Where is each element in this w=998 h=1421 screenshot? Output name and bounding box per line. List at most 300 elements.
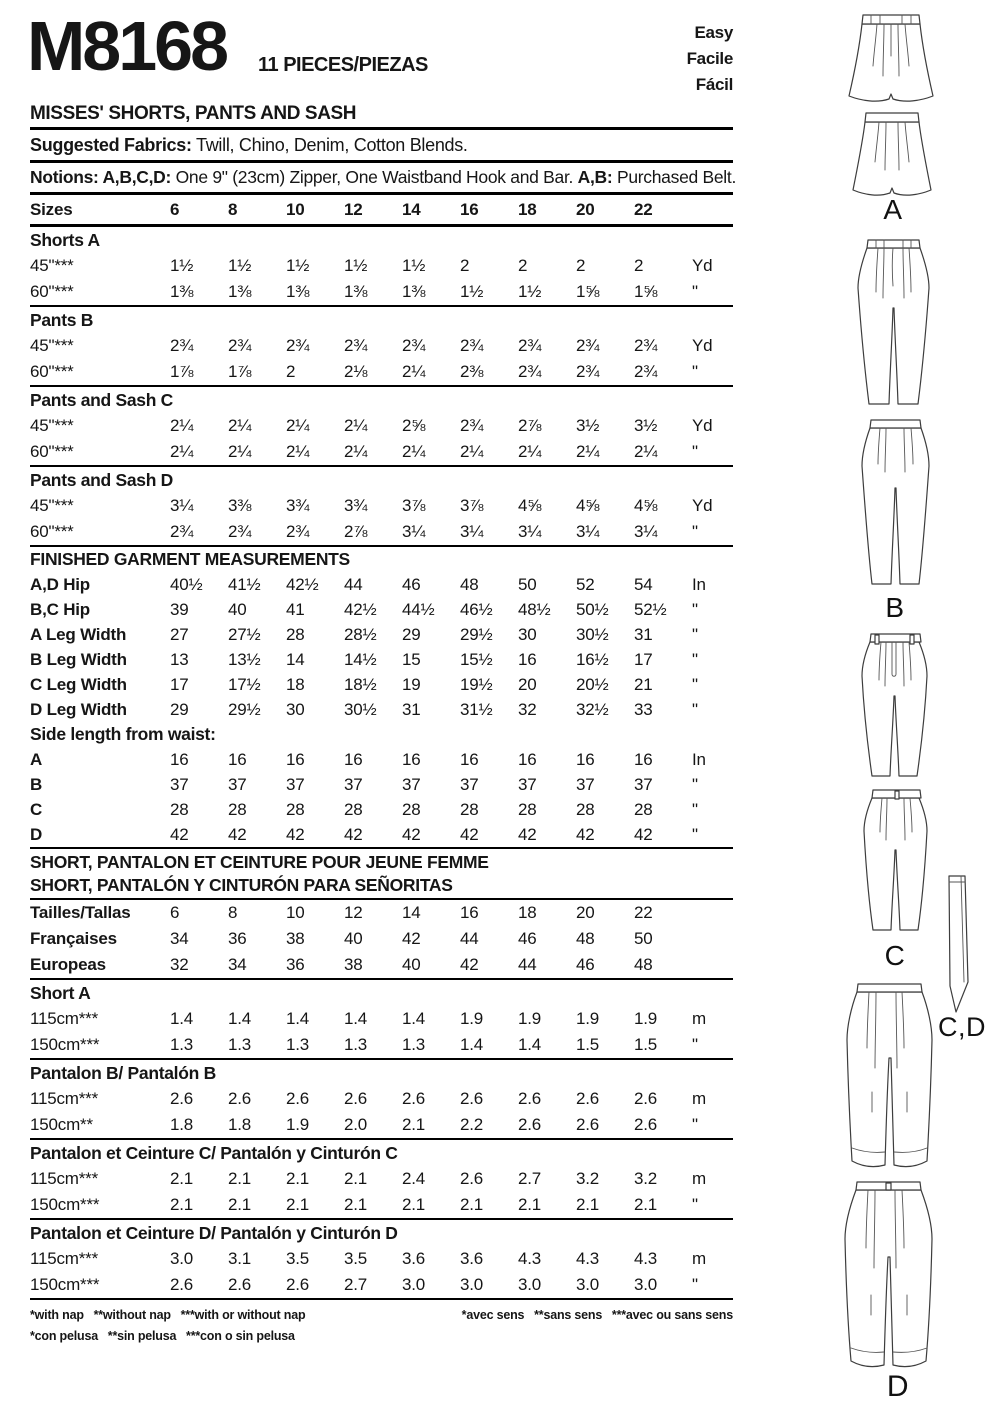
value-cell: 1⅜ — [170, 282, 194, 301]
table-section — [30, 467, 733, 547]
value-cell: 37 — [402, 774, 421, 794]
shorts-a-back-illustration — [850, 110, 934, 198]
value-cell: 2¾ — [576, 336, 600, 355]
row-label: 150cm*** — [30, 1195, 100, 1214]
value-cell: 1.8 — [170, 1115, 194, 1134]
value-cell: 37 — [286, 774, 305, 794]
table-section — [30, 227, 733, 307]
value-cell: 2 — [576, 256, 586, 275]
unit-cell: m — [692, 1009, 706, 1028]
value-cell: 42 — [634, 824, 653, 844]
section-title: Shorts A — [30, 229, 100, 250]
value-cell: 42 — [228, 824, 247, 844]
value-cell: 29 — [402, 624, 421, 644]
table-row — [30, 672, 733, 697]
unit-cell: " — [692, 282, 698, 301]
value-cell: 2.0 — [344, 1115, 368, 1134]
value-cell: 1⅞ — [170, 362, 194, 381]
row-label: 115cm*** — [30, 1169, 99, 1188]
shorts-a-front-illustration — [846, 12, 936, 104]
value-cell: 16 — [460, 749, 479, 769]
value-cell: 1.8 — [228, 1115, 252, 1134]
value-cell: 40 — [402, 955, 421, 974]
unit-cell: In — [692, 574, 706, 594]
value-cell: 1.9 — [634, 1009, 658, 1028]
unit-cell: Yd — [692, 496, 713, 515]
table-row — [30, 1272, 733, 1298]
table-section — [30, 307, 733, 387]
value-cell: 2¾ — [576, 362, 600, 381]
table-row — [30, 519, 733, 545]
value-cell: 16 — [228, 749, 247, 769]
value-cell: 6 — [170, 903, 180, 922]
table-row — [30, 747, 733, 772]
value-cell: 2.1 — [344, 1195, 368, 1214]
table-row — [30, 952, 733, 978]
table-row — [30, 1166, 733, 1192]
value-cell: 4⅝ — [518, 496, 542, 515]
row-label: A Leg Width — [30, 624, 127, 644]
value-cell: 2.1 — [518, 1195, 542, 1214]
value-cell: 3.5 — [344, 1249, 368, 1268]
table-row — [30, 413, 733, 439]
value-cell: 3.2 — [634, 1169, 658, 1188]
value-cell: 42 — [344, 824, 363, 844]
difficulty-en: Easy — [694, 23, 733, 42]
value-cell: 1.3 — [170, 1035, 194, 1054]
value-cell: 1.3 — [344, 1035, 368, 1054]
pants-c-back-illustration — [860, 788, 930, 936]
yardage-sections — [30, 227, 733, 547]
value-cell: 41½ — [228, 574, 261, 594]
pattern-number: M8168 — [27, 7, 227, 85]
row-label: B,C Hip — [30, 599, 90, 619]
value-cell: 48 — [634, 955, 653, 974]
value-cell: 2¾ — [228, 336, 252, 355]
value-cell: 28 — [576, 799, 595, 819]
view-c-label: C — [884, 940, 906, 971]
value-cell: 1½ — [402, 256, 426, 275]
value-cell: 2¼ — [460, 442, 484, 461]
value-cell: 16 — [402, 749, 421, 769]
table-row — [30, 772, 733, 797]
value-cell: 2¾ — [460, 336, 484, 355]
value-cell: 2¾ — [402, 336, 426, 355]
value-cell: 32½ — [576, 699, 609, 719]
value-cell: 3.1 — [228, 1249, 252, 1268]
value-cell: 13 — [170, 649, 189, 669]
value-cell: 10 — [286, 903, 305, 922]
unit-cell: Yd — [692, 416, 713, 435]
value-cell: 2.6 — [402, 1089, 426, 1108]
value-cell: 1⅝ — [634, 282, 658, 301]
value-cell: 2¾ — [518, 362, 542, 381]
yardage-chart — [30, 100, 737, 1346]
value-cell: 14 — [402, 903, 421, 922]
value-cell: 18 — [518, 903, 537, 922]
footnote-fr: *avec sens **sans sens ***avec ou sans sens — [461, 1307, 733, 1322]
value-cell: 38 — [286, 929, 305, 948]
unit-cell: m — [692, 1249, 706, 1268]
title-spanish: SHORT, PANTALÓN Y CINTURÓN PARA SEÑORITAS — [30, 875, 453, 895]
value-cell: 34 — [228, 955, 247, 974]
value-cell: 16 — [576, 749, 595, 769]
intl-titles — [30, 849, 733, 900]
value-cell: 2 — [286, 362, 296, 381]
value-cell: 27 — [170, 624, 189, 644]
value-cell: 3.2 — [576, 1169, 600, 1188]
value-cell: 2¾ — [228, 522, 252, 541]
table-row — [30, 359, 733, 385]
value-cell: 48½ — [518, 599, 551, 619]
value-cell: 42½ — [344, 599, 377, 619]
value-cell: 2¾ — [344, 336, 368, 355]
table-row — [30, 926, 733, 952]
value-cell: 42 — [460, 824, 479, 844]
value-cell: 2.6 — [228, 1275, 252, 1294]
unit-cell: Yd — [692, 336, 713, 355]
footnote-row-1 — [30, 1304, 733, 1325]
table-row — [30, 1112, 733, 1138]
value-cell: 31 — [402, 699, 421, 719]
value-cell: 12 — [344, 199, 363, 219]
value-cell: 1.4 — [518, 1035, 542, 1054]
table-row — [30, 279, 733, 305]
value-cell: 28 — [228, 799, 247, 819]
value-cell: 1⅜ — [228, 282, 252, 301]
value-cell: 15 — [402, 649, 421, 669]
value-cell: 1.9 — [518, 1009, 542, 1028]
table-section — [30, 1220, 733, 1300]
unit-cell: " — [692, 362, 698, 381]
value-cell: 15½ — [460, 649, 493, 669]
table-row — [30, 1032, 733, 1058]
value-cell: 16 — [286, 749, 305, 769]
table-row — [30, 439, 733, 465]
value-cell: 1.9 — [286, 1115, 310, 1134]
value-cell: 2 — [634, 256, 644, 275]
value-cell: 2.6 — [518, 1089, 542, 1108]
value-cell: 2⅜ — [460, 362, 484, 381]
value-cell: 54 — [634, 574, 653, 594]
value-cell: 44 — [460, 929, 479, 948]
value-cell: 1⅜ — [344, 282, 368, 301]
value-cell: 16 — [518, 749, 537, 769]
value-cell: 1.4 — [344, 1009, 368, 1028]
row-label: B Leg Width — [30, 649, 127, 669]
row-label: 150cm*** — [30, 1275, 100, 1294]
value-cell: 38 — [344, 955, 363, 974]
value-cell: 12 — [344, 903, 363, 922]
value-cell: 3¼ — [170, 496, 194, 515]
value-cell: 2.7 — [518, 1169, 542, 1188]
section-title: Pants B — [30, 309, 94, 330]
value-cell: 1⅜ — [402, 282, 426, 301]
difficulty-es: Fácil — [695, 75, 733, 94]
value-cell: 42 — [518, 824, 537, 844]
value-cell: 2¾ — [170, 336, 194, 355]
value-cell: 3¼ — [518, 522, 542, 541]
value-cell: 22 — [634, 903, 653, 922]
value-cell: 28 — [170, 799, 189, 819]
value-cell: 2¾ — [286, 522, 310, 541]
value-cell: 28 — [344, 799, 363, 819]
value-cell: 2¼ — [286, 416, 310, 435]
value-cell: 1.4 — [228, 1009, 252, 1028]
value-cell: 1.4 — [170, 1009, 194, 1028]
unit-cell: " — [692, 1035, 698, 1054]
row-label: 115cm*** — [30, 1089, 99, 1108]
value-cell: 16 — [460, 199, 479, 219]
section-title: Pants and Sash D — [30, 469, 174, 490]
notions-text: One 9" (23cm) Zipper, One Waistband Hook and Bar. — [171, 167, 578, 187]
table-row — [30, 195, 733, 224]
notions-text-2: Purchased Belt. — [612, 167, 737, 187]
value-cell: 50½ — [576, 599, 609, 619]
notions-label-2: A,B: — [577, 167, 613, 187]
value-cell: 50 — [518, 574, 537, 594]
value-cell: 1.3 — [286, 1035, 310, 1054]
table-section — [30, 1140, 733, 1220]
value-cell: 2¼ — [286, 442, 310, 461]
row-label: Europeas — [30, 955, 106, 974]
value-cell: 41 — [286, 599, 305, 619]
footnote-es: *con pelusa **sin pelusa ***con o sin pelusa — [30, 1328, 295, 1343]
unit-cell: " — [692, 799, 698, 819]
pants-c-front-illustration — [858, 632, 930, 782]
value-cell: 2 — [518, 256, 528, 275]
row-label: Françaises — [30, 929, 117, 948]
table-row — [30, 697, 733, 722]
value-cell: 16 — [344, 749, 363, 769]
table-row — [30, 797, 733, 822]
table-row — [30, 822, 733, 847]
row-label: C Leg Width — [30, 674, 127, 694]
row-label: 60"*** — [30, 442, 74, 461]
value-cell: 37 — [228, 774, 247, 794]
value-cell: 2.1 — [402, 1195, 426, 1214]
value-cell: 1.3 — [228, 1035, 252, 1054]
value-cell: 3⅞ — [402, 496, 426, 515]
value-cell: 1⅞ — [228, 362, 252, 381]
value-cell: 27½ — [228, 624, 261, 644]
table-row — [30, 1086, 733, 1112]
table-section — [30, 980, 733, 1060]
row-label: 60"*** — [30, 522, 74, 541]
value-cell: 2¼ — [402, 362, 426, 381]
value-cell: 17 — [634, 649, 653, 669]
value-cell: 2¼ — [228, 416, 252, 435]
value-cell: 1½ — [344, 256, 368, 275]
row-label: C — [30, 799, 43, 819]
value-cell: 40 — [344, 929, 363, 948]
value-cell: 40 — [228, 599, 247, 619]
value-cell: 1½ — [228, 256, 252, 275]
value-cell: 18 — [286, 674, 305, 694]
value-cell: 37 — [170, 774, 189, 794]
value-cell: 3½ — [576, 416, 600, 435]
value-cell: 3½ — [634, 416, 658, 435]
value-cell: 3⅜ — [228, 496, 252, 515]
value-cell: 28½ — [344, 624, 377, 644]
row-label: 45"*** — [30, 416, 74, 435]
view-cd-label: C,D — [938, 1012, 986, 1042]
value-cell: 2¾ — [634, 336, 658, 355]
value-cell: 2.6 — [286, 1089, 310, 1108]
table-row — [30, 900, 733, 926]
pieces-count: 11 PIECES/PIEZAS — [258, 54, 428, 76]
table-row — [30, 333, 733, 359]
table-section — [30, 1060, 733, 1140]
value-cell: 32 — [518, 699, 537, 719]
row-label: D — [30, 824, 43, 844]
value-cell: 2¼ — [344, 416, 368, 435]
value-cell: 29½ — [460, 624, 493, 644]
unit-cell: " — [692, 774, 698, 794]
value-cell: 37 — [518, 774, 537, 794]
value-cell: 37 — [634, 774, 653, 794]
unit-cell: " — [692, 699, 698, 719]
value-cell: 2¾ — [286, 336, 310, 355]
value-cell: 1.9 — [460, 1009, 484, 1028]
unit-cell: " — [692, 624, 698, 644]
value-cell: 2.6 — [170, 1275, 194, 1294]
value-cell: 3.0 — [402, 1275, 426, 1294]
value-cell: 19½ — [460, 674, 493, 694]
value-cell: 17½ — [228, 674, 261, 694]
value-cell: 2.2 — [460, 1115, 484, 1134]
value-cell: 2.6 — [634, 1115, 658, 1134]
footnote-en: *with nap **without nap ***with or without nap — [30, 1307, 306, 1322]
row-label: 115cm*** — [30, 1249, 99, 1268]
value-cell: 2¾ — [634, 362, 658, 381]
row-label: D Leg Width — [30, 699, 127, 719]
value-cell: 36 — [228, 929, 247, 948]
value-cell: 30 — [518, 624, 537, 644]
value-cell: 3⅞ — [460, 496, 484, 515]
value-cell: 2¼ — [170, 442, 194, 461]
value-cell: 4⅝ — [576, 496, 600, 515]
view-a-label: A — [883, 194, 903, 225]
table-row — [30, 253, 733, 279]
value-cell: 20 — [518, 674, 537, 694]
value-cell: 2.1 — [460, 1195, 484, 1214]
value-cell: 33 — [634, 699, 653, 719]
value-cell: 28 — [402, 799, 421, 819]
table-row — [30, 597, 733, 622]
value-cell: 2¼ — [170, 416, 194, 435]
value-cell: 4.3 — [634, 1249, 658, 1268]
unit-cell: " — [692, 1275, 698, 1294]
row-label: 45"*** — [30, 496, 74, 515]
value-cell: 42 — [402, 824, 421, 844]
unit-cell: " — [692, 522, 698, 541]
unit-cell: " — [692, 674, 698, 694]
value-cell: 2.6 — [460, 1089, 484, 1108]
value-cell: 2.1 — [286, 1195, 310, 1214]
value-cell: 37 — [460, 774, 479, 794]
table-row — [30, 1246, 733, 1272]
value-cell: 1½ — [460, 282, 484, 301]
table-row — [30, 493, 733, 519]
unit-cell: m — [692, 1089, 706, 1108]
row-label: 60"*** — [30, 282, 74, 301]
value-cell: 2.1 — [228, 1169, 252, 1188]
value-cell: 3.0 — [576, 1275, 600, 1294]
value-cell: 42 — [170, 824, 189, 844]
value-cell: 3.5 — [286, 1249, 310, 1268]
difficulty-levels — [468, 20, 733, 98]
value-cell: 21 — [634, 674, 653, 694]
unit-cell: " — [692, 1115, 698, 1134]
value-cell: 2¾ — [518, 336, 542, 355]
value-cell: 2 — [460, 256, 470, 275]
table-row — [30, 1006, 733, 1032]
value-cell: 37 — [576, 774, 595, 794]
value-cell: 22 — [634, 199, 653, 219]
value-cell: 2.1 — [634, 1195, 658, 1214]
value-cell: 44½ — [402, 599, 435, 619]
value-cell: 2⅞ — [344, 522, 368, 541]
value-cell: 3¾ — [286, 496, 310, 515]
value-cell: 2.1 — [170, 1169, 194, 1188]
value-cell: 32 — [170, 955, 189, 974]
pants-d-back-illustration — [841, 1180, 937, 1376]
value-cell: 1½ — [170, 256, 194, 275]
value-cell: 1.3 — [402, 1035, 426, 1054]
value-cell: 2.1 — [402, 1115, 426, 1134]
value-cell: 4⅝ — [634, 496, 658, 515]
value-cell: 16 — [518, 649, 537, 669]
value-cell: 2.1 — [344, 1169, 368, 1188]
row-label: 60"*** — [30, 362, 74, 381]
value-cell: 28 — [460, 799, 479, 819]
value-cell: 28 — [634, 799, 653, 819]
value-cell: 2¾ — [170, 522, 194, 541]
value-cell: 10 — [286, 199, 305, 219]
value-cell: 1.5 — [634, 1035, 658, 1054]
table-row — [30, 1192, 733, 1218]
value-cell: 2⅝ — [402, 416, 426, 435]
value-cell: 3.6 — [402, 1249, 426, 1268]
value-cell: 2.1 — [286, 1169, 310, 1188]
value-cell: 31½ — [460, 699, 493, 719]
value-cell: 48 — [576, 929, 595, 948]
value-cell: 42 — [460, 955, 479, 974]
value-cell: 2¼ — [228, 442, 252, 461]
value-cell: 42 — [286, 824, 305, 844]
side-length-rows — [30, 747, 733, 847]
value-cell: 2.6 — [576, 1115, 600, 1134]
view-b-label: B — [885, 592, 905, 623]
unit-cell: " — [692, 649, 698, 669]
value-cell: 2.1 — [576, 1195, 600, 1214]
value-cell: 1.9 — [576, 1009, 600, 1028]
side-length-label: Side length from waist: — [30, 724, 216, 744]
value-cell: 42 — [576, 824, 595, 844]
value-cell: 2¾ — [460, 416, 484, 435]
value-cell: 18 — [518, 199, 537, 219]
value-cell: 52 — [576, 574, 595, 594]
sash-cd-illustration — [942, 872, 974, 1020]
value-cell: 16½ — [576, 649, 609, 669]
value-cell: 2.6 — [634, 1089, 658, 1108]
row-label: Tailles/Tallas — [30, 903, 131, 922]
metric-sections — [30, 980, 733, 1300]
section-title: Short A — [30, 982, 91, 1003]
unit-cell: " — [692, 442, 698, 461]
value-cell: 20 — [576, 903, 595, 922]
